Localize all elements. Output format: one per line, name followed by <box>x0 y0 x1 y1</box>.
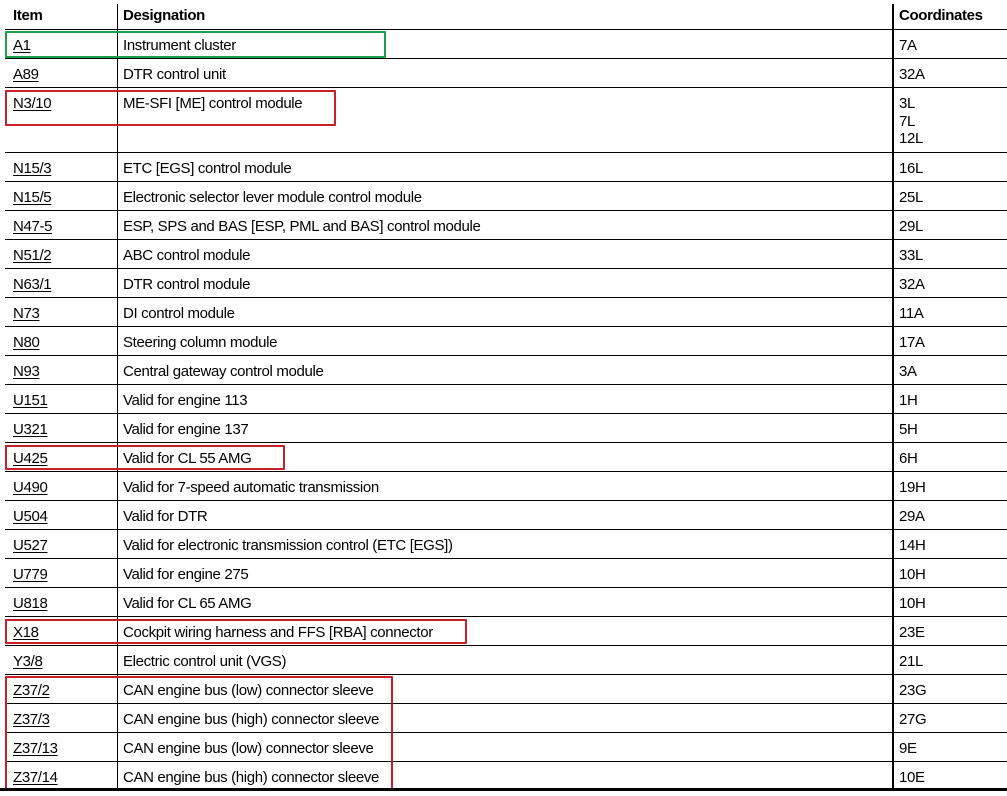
table-row <box>0 675 1007 704</box>
item-code[interactable]: X18 <box>13 624 39 641</box>
coordinates-cell <box>899 421 917 439</box>
designation-text: DI control module <box>123 305 235 322</box>
coordinates-cell <box>899 769 925 787</box>
table-row <box>0 646 1007 675</box>
table-row <box>0 356 1007 385</box>
coordinate-value: 10H <box>899 566 926 583</box>
coordinate-value: 16L <box>899 160 923 177</box>
table-row <box>0 269 1007 298</box>
item-code[interactable]: U321 <box>13 421 48 438</box>
designation-text: Valid for electronic transmission control (ETC [EGS]) <box>123 537 453 554</box>
coordinate-value: 32A <box>899 276 925 293</box>
item-code[interactable]: N3/10 <box>13 95 52 112</box>
coordinate-value: 29L <box>899 218 923 235</box>
table-row <box>0 211 1007 240</box>
coordinate-value: 7L <box>899 112 915 130</box>
coordinate-value: 32A <box>899 66 925 83</box>
designation-text: Electronic selector lever module control module <box>123 189 422 206</box>
coordinate-value: 19H <box>899 479 926 496</box>
coordinates-cell <box>899 160 923 178</box>
table-row <box>0 327 1007 356</box>
coordinate-value: 5H <box>899 421 918 438</box>
coordinates-cell <box>899 682 926 700</box>
coordinates-cell <box>899 392 917 410</box>
item-code[interactable]: Z37/2 <box>13 682 50 699</box>
coordinate-value: 3L <box>899 95 915 112</box>
designation-text: ME-SFI [ME] control module <box>123 95 303 112</box>
coordinates-cell <box>899 247 923 265</box>
coordinates-cell <box>899 305 924 323</box>
coordinate-value: 33L <box>899 247 923 264</box>
designation-text: Steering column module <box>123 334 278 351</box>
designation-text: ETC [EGS] control module <box>123 160 292 177</box>
coordinates-cell <box>899 363 917 381</box>
coordinates-cell <box>899 66 925 84</box>
coordinate-value: 3A <box>899 363 917 380</box>
item-code[interactable]: Z37/3 <box>13 711 50 728</box>
coordinate-value: 17A <box>899 334 925 351</box>
item-code[interactable]: N47-5 <box>13 218 53 235</box>
designation-text: Valid for engine 113 <box>123 392 248 409</box>
item-code[interactable]: N73 <box>13 305 40 322</box>
coordinate-value: 1H <box>899 392 918 409</box>
item-code[interactable]: N63/1 <box>13 276 52 293</box>
coordinate-value: 10H <box>899 595 926 612</box>
coordinates-cell <box>899 566 925 584</box>
coordinates-cell <box>899 508 925 526</box>
table-row <box>0 443 1007 472</box>
coordinate-value: 23E <box>899 624 925 641</box>
table-row <box>0 240 1007 269</box>
item-code[interactable]: Z37/13 <box>13 740 58 757</box>
item-code[interactable]: N93 <box>13 363 40 380</box>
coordinate-value: 21L <box>899 653 923 670</box>
coordinates-cell <box>899 95 923 148</box>
designation-text: ABC control module <box>123 247 251 264</box>
item-code[interactable]: N80 <box>13 334 40 351</box>
designation-text: Valid for engine 275 <box>123 566 249 583</box>
table-row <box>0 762 1007 791</box>
designation-text: DTR control unit <box>123 66 226 83</box>
item-code[interactable]: Z37/14 <box>13 769 58 786</box>
coordinates-cell <box>899 624 925 642</box>
table-row <box>0 733 1007 762</box>
coordinate-value: 6H <box>899 450 918 467</box>
table-row <box>0 559 1007 588</box>
coordinate-value: 9E <box>899 740 917 757</box>
coordinates-cell <box>899 740 917 758</box>
table-row <box>0 530 1007 559</box>
header-designation: Designation <box>123 7 205 24</box>
designation-text: Cockpit wiring harness and FFS [RBA] connector <box>123 624 433 641</box>
coordinates-cell <box>899 276 925 294</box>
table-row <box>0 472 1007 501</box>
item-code[interactable]: U504 <box>13 508 48 525</box>
coordinates-cell <box>899 595 925 613</box>
table-row <box>0 153 1007 182</box>
item-code[interactable]: Y3/8 <box>13 653 43 670</box>
designation-text: CAN engine bus (high) connector sleeve <box>123 711 380 728</box>
designation-text: ESP, SPS and BAS [ESP, PML and BAS] control module <box>123 218 481 235</box>
table-row <box>0 704 1007 733</box>
designation-text: DTR control module <box>123 276 251 293</box>
table-row <box>0 88 1007 153</box>
table-row <box>0 59 1007 88</box>
item-code[interactable]: N15/5 <box>13 189 52 206</box>
item-code[interactable]: U818 <box>13 595 48 612</box>
table-row <box>0 182 1007 211</box>
designation-text: Instrument cluster <box>123 37 236 54</box>
designation-text: Valid for DTR <box>123 508 208 525</box>
item-code[interactable]: U779 <box>13 566 48 583</box>
designation-text: CAN engine bus (high) connector sleeve <box>123 769 380 786</box>
coordinate-value: 29A <box>899 508 925 525</box>
designation-text: Electric control unit (VGS) <box>123 653 287 670</box>
item-code[interactable]: A1 <box>13 37 31 54</box>
coordinate-value: 27G <box>899 711 927 728</box>
coordinate-value: 11A <box>899 305 924 322</box>
item-code[interactable]: U527 <box>13 537 48 554</box>
table-row <box>0 414 1007 443</box>
designation-text: Valid for engine 137 <box>123 421 249 438</box>
coordinate-value: 23G <box>899 682 927 699</box>
coordinate-value: 25L <box>899 189 923 206</box>
coordinates-cell <box>899 37 917 55</box>
coordinates-cell <box>899 218 923 236</box>
bottom-rule <box>0 788 1007 791</box>
item-code[interactable]: N51/2 <box>13 247 52 264</box>
designation-text: Valid for CL 65 AMG <box>123 595 252 612</box>
designation-text: CAN engine bus (low) connector sleeve <box>123 740 374 757</box>
designation-text: Central gateway control module <box>123 363 324 380</box>
item-code[interactable]: U151 <box>13 392 48 409</box>
table-row <box>0 617 1007 646</box>
coordinates-cell <box>899 479 925 497</box>
coordinate-value: 7A <box>899 37 917 54</box>
coordinate-value: 10E <box>899 769 925 786</box>
coordinates-cell <box>899 189 923 207</box>
coordinate-value: 14H <box>899 537 926 554</box>
coordinate-value: 12L <box>899 130 923 147</box>
item-code[interactable]: N15/3 <box>13 160 52 177</box>
coordinates-cell <box>899 334 925 352</box>
coordinates-cell <box>899 653 923 671</box>
table-header-row <box>0 7 1007 27</box>
item-code[interactable]: U490 <box>13 479 48 496</box>
table-row <box>0 385 1007 414</box>
designation-text: Valid for 7-speed automatic transmission <box>123 479 379 496</box>
designation-text: CAN engine bus (low) connector sleeve <box>123 682 374 699</box>
coordinates-cell <box>899 711 926 729</box>
header-item: Item <box>13 7 43 24</box>
coordinates-cell <box>899 450 917 468</box>
table-row <box>0 30 1007 59</box>
table-row <box>0 588 1007 617</box>
table-row <box>0 298 1007 327</box>
designation-text: Valid for CL 55 AMG <box>123 450 252 467</box>
item-code[interactable]: U425 <box>13 450 48 467</box>
table-row <box>0 501 1007 530</box>
header-coordinates: Coordinates <box>899 7 983 24</box>
coordinates-cell <box>899 537 925 555</box>
item-code[interactable]: A89 <box>13 66 39 83</box>
